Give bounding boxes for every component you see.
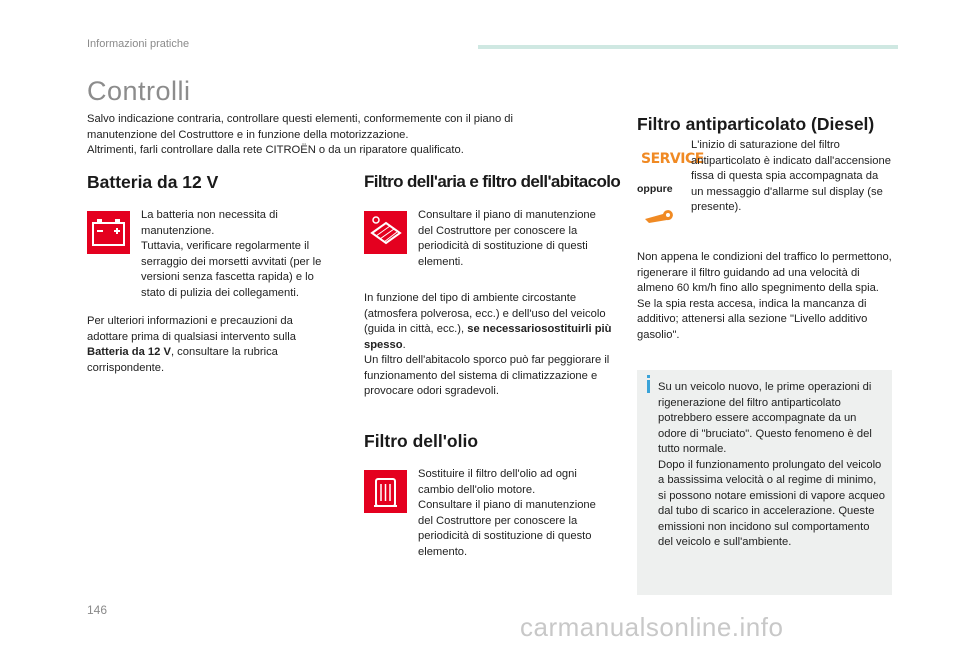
oil-filter-text-2: Consultare il piano di manutenzione del Costruttore per conoscere la periodicità di sostituzione di questo elemento.: [418, 499, 596, 558]
oil-filter-text: [418, 467, 613, 560]
header-rule: [478, 45, 898, 49]
air-filter-note: [364, 291, 614, 400]
dpf-note-2: Se la spia resta accesa, indica la mancanza di additivo; attenersi alla sezione "Livello additivo gasolio".: [637, 297, 868, 341]
intro-line: manutenzione del Costruttore e in funzione della motorizzazione.: [87, 128, 409, 141]
oil-filter-icon: [364, 470, 407, 513]
battery-note: [87, 314, 332, 376]
air-filter-note-b: .: [402, 338, 406, 351]
air-filter-note-1: [364, 291, 614, 353]
air-filter-note-bold: se necessariosostituirli più spesso: [364, 323, 612, 351]
watermark: carmanualsonline.info: [520, 612, 784, 642]
section-label: Informazioni pratiche: [87, 38, 190, 50]
air-filter-note-a: In funzione del tipo di ambiente circostante (atmosfera polverosa, ecc.) e dell'uso del veicolo (guida in città, ecc.),: [364, 292, 606, 335]
oppure-label: oppure: [637, 183, 673, 195]
battery-heading: Batteria da 12 V: [87, 172, 219, 192]
intro-paragraph: [87, 112, 587, 159]
battery-text-2: Tuttavia, verificare regolarmente il serraggio dei morsetti avvitati (per le versioni senza fascetta rapida) e lo stato di pulizia dei collegamenti.: [141, 240, 322, 299]
intro-line: Salvo indicazione contraria, controllare questi elementi, conformemente con il piano di: [87, 113, 513, 125]
dpf-note: [637, 250, 892, 343]
battery-text-1: La batteria non necessita di manutenzione.: [141, 209, 278, 237]
page-title: Controlli: [87, 76, 191, 106]
intro-line: Altrimenti, farli controllare dalla rete CITROËN o da un riparatore qualificato.: [87, 144, 464, 156]
info-icon-bar: [647, 380, 650, 393]
battery-text: [141, 208, 341, 301]
battery-note-a: Per ulteriori informazioni e precauzioni da adottare prima di qualsiasi intervento sulla: [87, 315, 296, 343]
info-text: [658, 380, 886, 551]
air-filter-note-2: Un filtro dell'abitacolo sporco può far peggiorare il funzionamento del sistema di climatizzazione e provocare odori sgradevoli.: [364, 354, 610, 397]
info-text-2: Dopo il funzionamento prolungato del veicolo a bassissima velocità o al regime di minimo, si possono notare emissioni di vapore acqueo dal tubo di scarico in accelerazione. Queste emissioni non incidono sul comportamento del veicolo e sull'ambiente.: [658, 458, 885, 548]
oil-filter-heading: Filtro dell'olio: [364, 431, 479, 451]
oil-filter-text-1: Sostituire il filtro dell'olio ad ogni cambio dell'olio motore.: [418, 468, 577, 496]
battery-icon: [87, 211, 130, 254]
service-warning-icon: SERVICE: [641, 151, 704, 167]
battery-note-bold: Batteria da 12 V: [87, 346, 171, 358]
dpf-note-1: Non appena le condizioni del traffico lo permettono, rigenerare il filtro guidando ad una velocità di almeno 60 km/h fino allo spegnimento della spia.: [637, 251, 892, 294]
wrench-icon: [643, 208, 673, 229]
air-filter-heading: Filtro dell'aria e filtro dell'abitacolo: [364, 172, 621, 191]
info-icon: [647, 375, 650, 378]
air-filter-icon: [364, 211, 407, 254]
air-filter-text: Consultare il piano di manutenzione del Costruttore per conoscere la periodicità di sostituzione di questi elementi.: [418, 209, 596, 268]
page-number: 146: [87, 603, 108, 617]
dpf-heading: Filtro antiparticolato (Diesel): [637, 114, 875, 134]
dpf-text: L'inizio di saturazione del filtro antiparticolato è indicato dall'accensione fissa di questa spia accompagnata da un messaggio d'allarme sul display (se presente).: [691, 139, 891, 213]
info-text-1: Su un veicolo nuovo, le prime operazioni di rigenerazione del filtro antiparticolato potrebbero essere accompagnate da un odore di "bruciato". Questo fenomeno è del tutto normale.: [658, 381, 872, 455]
battery-note-b: , consultare la rubrica corrispondente.: [87, 346, 278, 374]
